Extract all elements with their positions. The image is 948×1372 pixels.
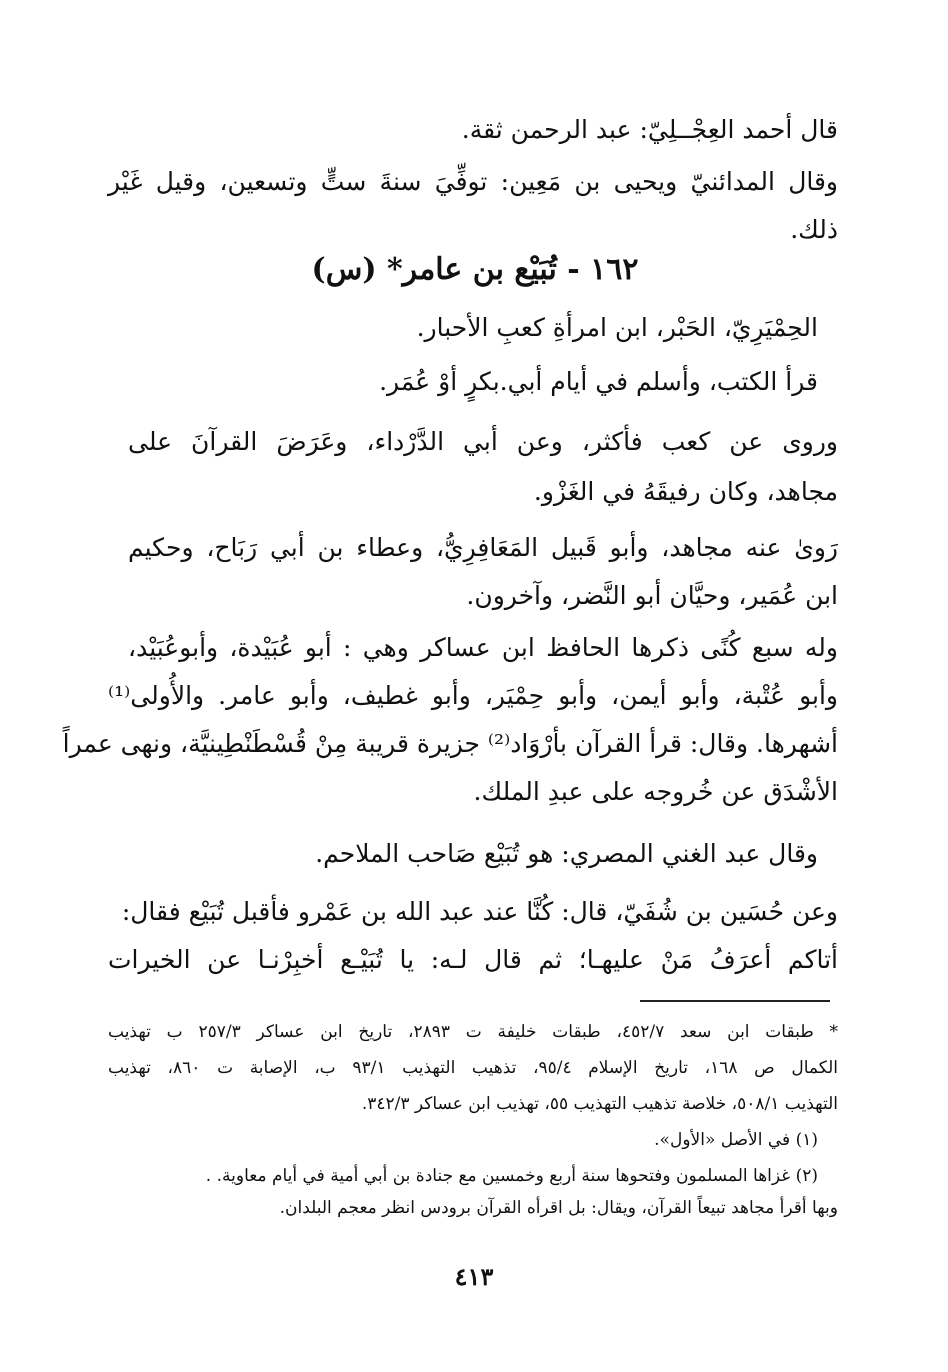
footnote-1: (١) في الأصل «الأول». bbox=[654, 1130, 818, 1150]
page-number: ٤١٣ bbox=[454, 1262, 494, 1291]
footnote-sources-line-2: الكمال ص ١٦٨، تاريخ الإسلام ٩٥/٤، تذهيب التهذيب ٩٣/١ ب، الإصابة ت ٨٦٠، تهذيب bbox=[108, 1058, 839, 1078]
footnote-separator bbox=[640, 1000, 830, 1002]
footnote-2-line-1: (٢) غزاها المسلمون وفتحوها سنة أربع وخمسين مع جنادة بن أبي أمية في أيام معاوية. . bbox=[205, 1166, 818, 1186]
footnote-sources-line-3: التهذيب ٥٠٨/١، خلاصة تذهيب التهذيب ٥٥، تهذيب ابن عساكر ٣٤٢/٣. bbox=[361, 1094, 838, 1114]
paragraph-5-line-3: أشهرها. وقال: قرأ القرآن بأرْوَاد⁽²⁾ جزيرة قريبة مِنْ قُسْطَنْطِينيَّة، ونهى عمراً bbox=[62, 729, 838, 758]
prev-entry-line-2: وقال المدائنيّ ويحيى بن مَعِين: توفِّيَ سنةَ ستٍّ وتسعين، وقيل غَيْر bbox=[108, 167, 838, 196]
footnote-2-line-2: وبها أقرأ مجاهد تبيعاً القرآن، ويقال: بل اقرأه القرآن برودس انظر معجم البلدان. bbox=[279, 1198, 838, 1218]
paragraph-5-line-4: الأشْدَق عن خُروجه على عبدِ الملك. bbox=[473, 777, 838, 806]
paragraph-4-line-1: رَوىٰ عنه مجاهد، وأبو قَبيل المَعَافِرِيُّ، وعطاء بن أبي رَبَاح، وحكيم bbox=[128, 533, 838, 562]
paragraph-1-line-1: الحِمْيَرِيّ، الحَبْر، ابن امرأةِ كعبِ الأحبار. bbox=[416, 313, 818, 342]
paragraph-3-line-1: وروى عن كعب فأكثر، وعن أبي الدَّرْداء، وعَرَضَ القرآنَ على bbox=[128, 427, 838, 456]
paragraph-7-line-2: أتاكم أعرَفُ مَنْ عليهـا؛ ثم قال لـه: يا تُبَيْـع أخبِرْنـا عن الخيرات bbox=[108, 945, 838, 974]
prev-entry-line-3: ذلك. bbox=[790, 215, 838, 244]
paragraph-3-line-2: مجاهد، وكان رفيقَهُ في الغَزْو. bbox=[533, 477, 838, 506]
paragraph-5-line-2: وأبو عُتْبة، وأبو أيمن، وأبو حِمْيَر، وأبو غطيف، وأبو عامر. والأُولى⁽¹⁾ bbox=[108, 681, 838, 710]
paragraph-2-line-1: قرأ الكتب، وأسلم في أيام أبي.بكرٍ أوْ عُمَر. bbox=[379, 367, 818, 396]
paragraph-5-line-1: وله سبع كُنًى ذكرها الحافظ ابن عساكر وهي : أبو عُبَيْدة، وأبوعُبَيْد، bbox=[128, 633, 838, 662]
paragraph-7-line-1: وعن حُسَين بن شُفَيّ، قال: كُنَّا عند عبد الله بن عَمْرو فأقبل تُبَيْع فقال: bbox=[121, 897, 838, 926]
prev-entry-line-1: قال أحمد العِجْــلِيّ: عبد الرحمن ثقة. bbox=[461, 115, 838, 144]
paragraph-4-line-2: ابن عُمَير، وحيَّان أبو النَّضر، وآخرون. bbox=[466, 581, 838, 610]
paragraph-6-line-1: وقال عبد الغني المصري: هو تُبَيْع صَاحب الملاحم. bbox=[315, 839, 818, 868]
footnote-sources-line-1: * طبقات ابن سعد ٤٥٢/٧، طبقات خليفة ت ٢٨٩٣، تاريخ ابن عساكر ٢٥٧/٣ ب تهذيب bbox=[108, 1022, 838, 1042]
entry-heading: ١٦٢ - تُبَيْع بن عامر* (س) bbox=[311, 252, 639, 287]
